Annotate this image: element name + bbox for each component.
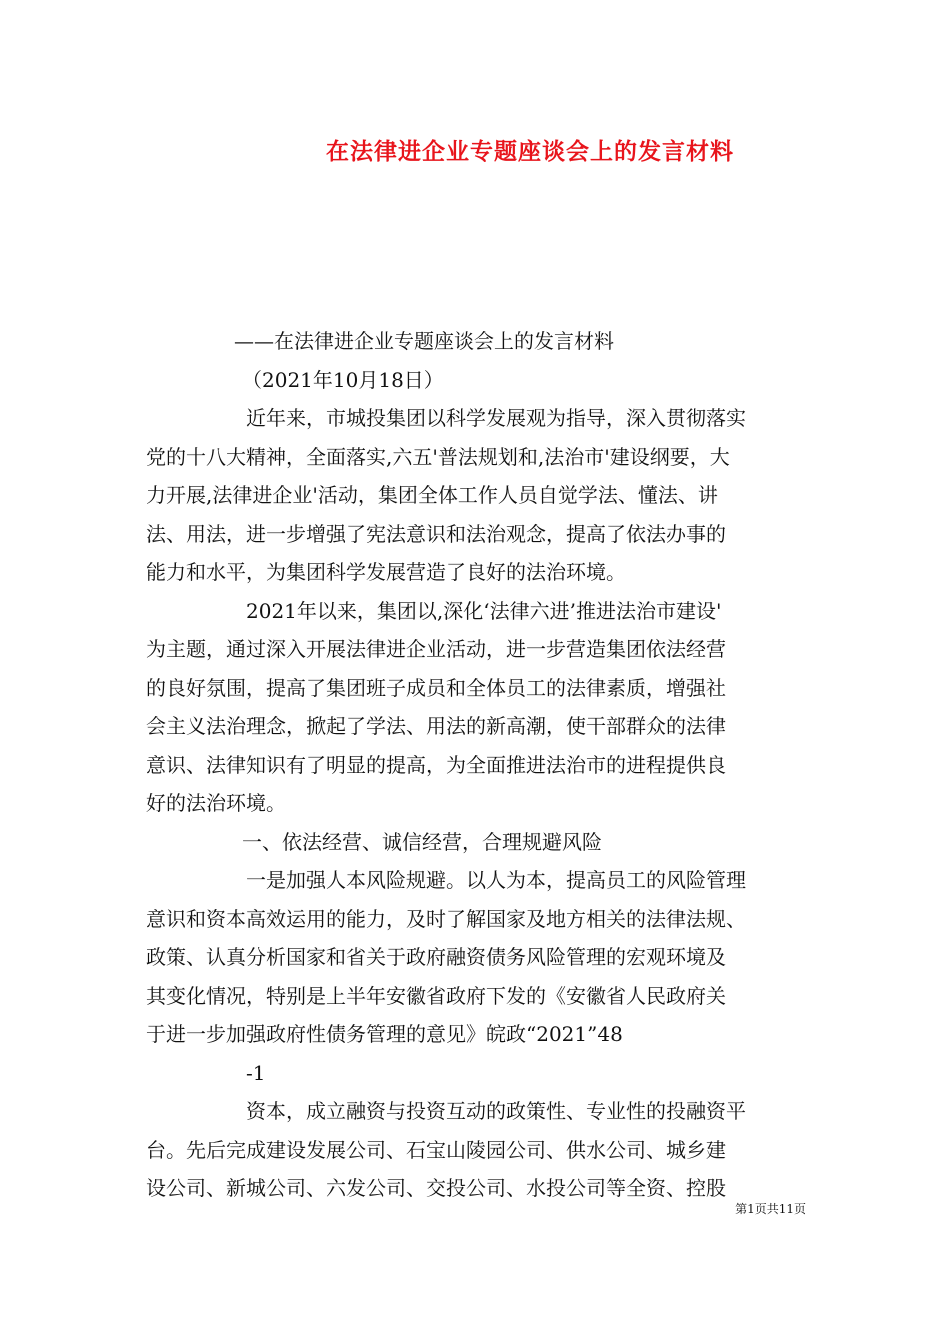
paragraph-line: 台。先后完成建设发展公司、石宝山陵园公司、供水公司、城乡建	[146, 1137, 726, 1162]
paragraph-line: 政策、认真分析国家和省关于政府融资债务风险管理的宏观环境及	[146, 945, 726, 969]
paragraph-line: 近年来，市城投集团以科学发展观为指导，深入贯彻落实	[246, 406, 746, 430]
document-body	[146, 322, 826, 1208]
section-heading: 一、依法经营、诚信经营，合理规避风险	[242, 829, 602, 854]
paragraph-line: 意识、法律知识有了明显的提高，为全面推进法治市的进程提供良	[146, 752, 726, 777]
paragraph-line: 法、用法，进一步增强了宪法意识和法治观念，提高了依法办事的	[146, 521, 726, 546]
paragraph-line: 其变化情况，特别是上半年安徽省政府下发的《安徽省人民政府关	[146, 983, 726, 1008]
paragraph-line: 能力和水平，为集团科学发展营造了良好的法治环境。	[146, 560, 626, 584]
document-title: 在法律进企业专题座谈会上的发言材料	[326, 138, 734, 165]
paragraph-line: 党的十八大精神，全面落实,六五'普法规划和,法治市'建设纲要，大	[146, 444, 730, 469]
document-subtitle: ——在法律进企业专题座谈会上的发言材料	[234, 329, 614, 353]
paragraph-line: 为主题，通过深入开展法律进企业活动，进一步营造集团依法经营	[146, 637, 726, 661]
document-date: （2021年10月18日）	[242, 367, 444, 392]
paragraph-line: 资本，成立融资与投资互动的政策性、专业性的投融资平	[246, 1099, 746, 1123]
paragraph-line: 好的法治环境。	[146, 791, 286, 815]
paragraph-line: 一是加强人本风险规避。以人为本，提高员工的风险管理	[246, 868, 746, 892]
paragraph-line: 意识和资本高效运用的能力，及时了解国家及地方相关的法律法规、	[146, 906, 746, 931]
paragraph-line: 2021年以来，集团以,深化‘法律六进’推进法治市建设'	[246, 598, 722, 623]
paragraph-line: 于进一步加强政府性债务管理的意见》皖政“2021”48	[146, 1022, 623, 1046]
page-number-footer: 第1页共11页	[735, 1202, 806, 1216]
paragraph-line: -1	[246, 1060, 266, 1085]
paragraph-line: 会主义法治理念，掀起了学法、用法的新高潮，使干部群众的法律	[146, 714, 726, 738]
paragraph-line: 设公司、新城公司、六发公司、交投公司、水投公司等全资、控股	[146, 1176, 726, 1200]
paragraph-line: 力开展,法律进企业'活动，集团全体工作人员自觉学法、懂法、讲	[146, 483, 718, 507]
paragraph-line: 的良好氛围，提高了集团班子成员和全体员工的法律素质，增强社	[146, 675, 726, 700]
